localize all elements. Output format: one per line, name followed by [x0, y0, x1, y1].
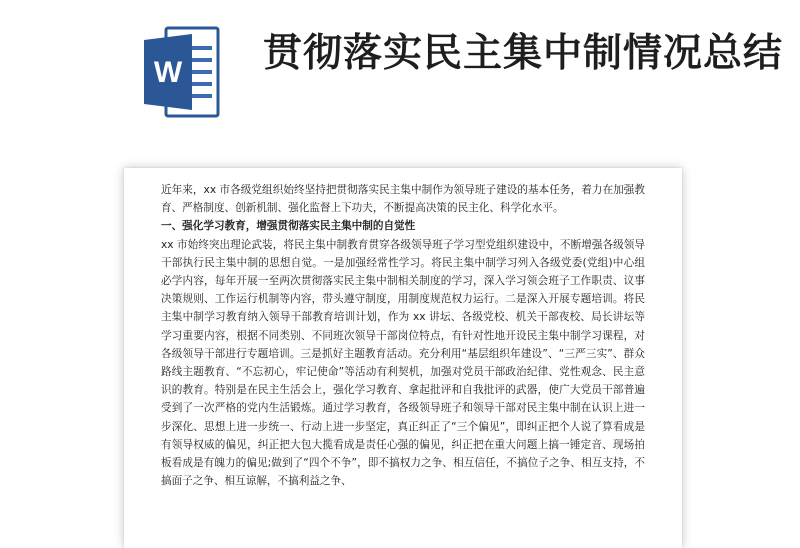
- section-heading: 一、强化学习教育，增强贯彻落实民主集中制的自觉性: [161, 220, 416, 233]
- document-body: [161, 181, 645, 490]
- word-document-icon: [142, 26, 220, 118]
- page-title: 贯彻落实民主集中制情况总结: [263, 31, 784, 76]
- document-paragraph: 近年来，xx 市各级党组织始终坚持把贯彻落实民主集中制作为领导班子建设的基本任务，着力在加强教育、严格制度、创新机制、强化监督上下功夫，不断提高决策的民主化、科学化水平。: [161, 184, 645, 215]
- document-page: [124, 168, 682, 548]
- word-icon-letter: W: [153, 56, 183, 89]
- document-paragraph: xx 市始终突出理论武装，将民主集中制教育贯穿各级领导班子学习型党组织建设中，不断增强各级领导干部执行民主集中制的思想自觉。一是加强经常性学习。将民主集中制学习列入各级党委(党组)中心组必学内容，每年开展一至两次贯彻落实民主集中制相关制度的学习，深入学习领会班子工作职责、议事决策规则、工作运行机制等内容，带头遵守制度，用制度规范权力运行。二是深入开展专题培训。将民主集中制学习教育纳入领导干部教育培训计划，作为 xx 讲坛、各级党校、机关干部夜校、局长讲坛等学习重要内容，根据不同类别、不同班次领导干部岗位特点，有针对性地开设民主集中制学习课程，对各级领导干部进行专题培训。三是抓好主题教育活动。充分利用“基层组织年建设”、“三严三实”、群众路线主题教育、“不忘初心，牢记使命”等活动有利契机，加强对党员干部政治纪律、党性观念、民主意识的教育。特别是在民主生活会上，强化学习教育、拿起批评和自我批评的武器，使广大党员干部普遍受到了一次严格的党内生活锻炼。通过学习教育，各级领导班子和领导干部对民主集中制在认识上进一步深化、思想上进一步统一、行动上进一步坚定，真正纠正了“三个偏见”，即纠正把个人说了算看成是有领导权威的偏见，纠正把大包大揽看成是责任心强的偏见，纠正把在重大问题上搞一锤定音、现场拍板看成是有魄力的偏见;做到了“四个不争”，即不搞权力之争、相互信任，不搞位子之争、相互支持，不搞面子之争、相互谅解，不搞利益之争、: [161, 238, 645, 488]
- header: [0, 0, 800, 160]
